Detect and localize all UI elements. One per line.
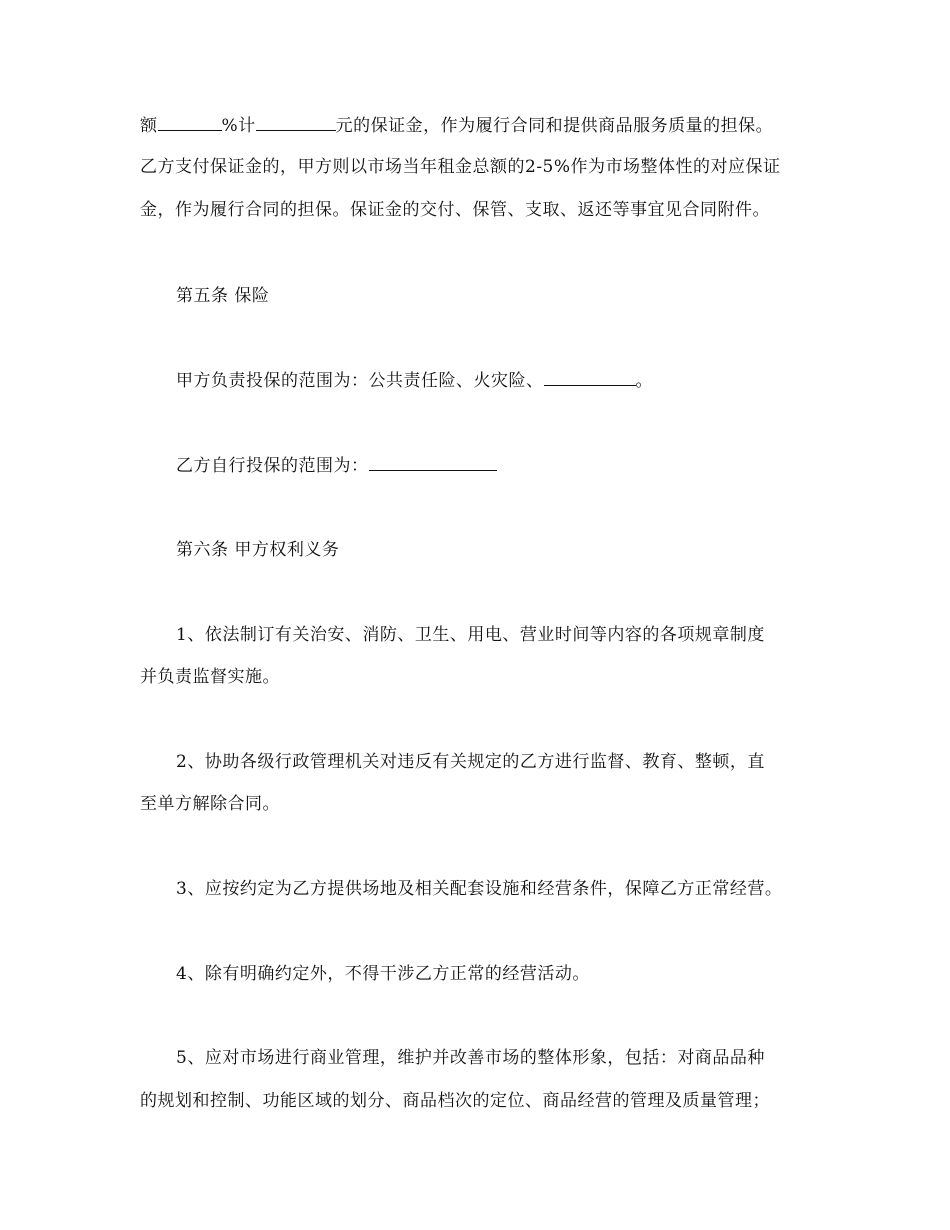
article-5-party-a-scope (176, 369, 653, 392)
deposit-line-3: 金，作为履行合同的担保。保证金的交付、保管、支取、返还等事宜见合同附件。 (140, 200, 770, 220)
item-5-line-1: 5、应对市场进行商业管理，维护并改善市场的整体形象，包括：对商品品种 (176, 1048, 765, 1068)
article-5-heading: 第五条 保险 (176, 286, 270, 306)
article-6-heading: 第六条 甲方权利义务 (176, 540, 340, 560)
item-5-line-2: 的规划和控制、功能区域的划分、商品档次的定位、商品经营的管理及质量管理； (140, 1091, 770, 1111)
item-2-line-2: 至单方解除合同。 (140, 794, 280, 814)
deposit-line-1-mid: %计 (221, 116, 256, 136)
item-1-line-1: 1、依法制订有关治安、消防、卫生、用电、营业时间等内容的各项规章制度 (176, 625, 765, 645)
amount-blank (256, 114, 336, 131)
deposit-line-1-prefix: 额 (140, 116, 158, 136)
item-2-line-1: 2、协助各级行政管理机关对违反有关规定的乙方进行监督、教育、整顿，直 (176, 752, 765, 772)
item-1-line-2: 并负责监督实施。 (140, 667, 280, 687)
party-a-scope-suffix: 。 (635, 371, 653, 391)
party-b-scope-prefix: 乙方自行投保的范围为： (176, 456, 369, 476)
deposit-line-2: 乙方支付保证金的，甲方则以市场当年租金总额的2-5%作为市场整体性的对应保证 (140, 157, 781, 177)
party-a-scope-prefix: 甲方负责投保的范围为：公共责任险、火灾险、 (176, 371, 544, 391)
item-4-line-1: 4、除有明确约定外，不得干涉乙方正常的经营活动。 (176, 964, 590, 984)
article-5-party-b-scope (176, 454, 497, 477)
item-3-line-1: 3、应按约定为乙方提供场地及相关配套设施和经营条件，保障乙方正常经营。 (176, 879, 783, 899)
percent-blank (158, 114, 222, 131)
party-a-insurance-blank (544, 369, 636, 386)
deposit-line-1 (140, 114, 773, 137)
party-b-insurance-blank (369, 454, 497, 471)
deposit-line-1-suffix: 元的保证金，作为履行合同和提供商品服务质量的担保。 (335, 116, 774, 136)
